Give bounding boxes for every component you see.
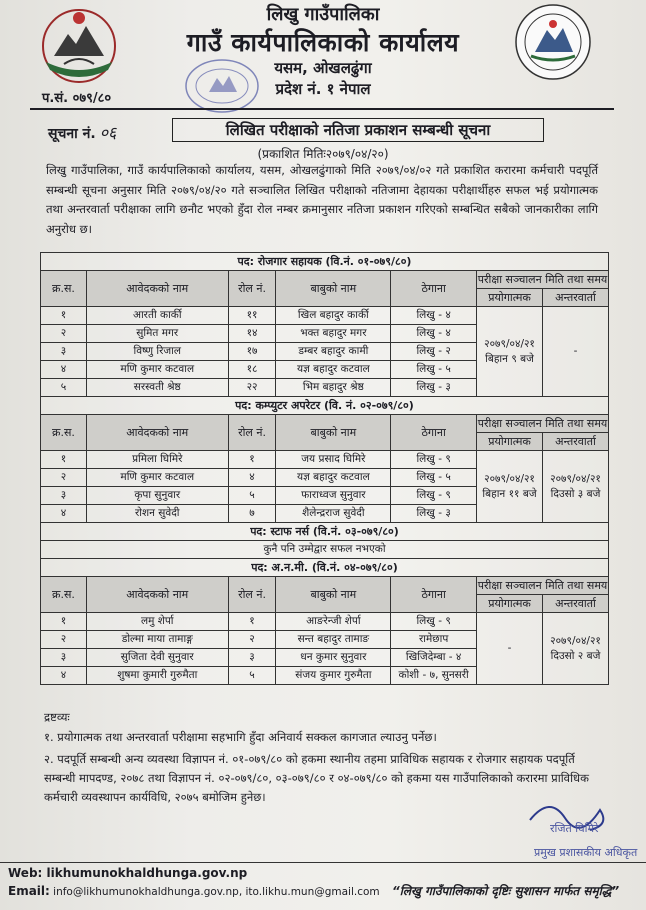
cell-sn: २	[41, 631, 87, 649]
cell-sn: ४	[41, 505, 87, 523]
col-name-header: आवेदकको नाम	[86, 577, 228, 613]
col-roll-header: रोल नं.	[228, 577, 276, 613]
results-table	[40, 252, 609, 685]
post-title: पद: कम्प्युटर अपरेटर (वि. नं. ०२-०७९/८०)	[41, 397, 609, 415]
col-address-header: ठेगाना	[391, 415, 477, 451]
office-name: गाउँ कार्यपालिकाको कार्यालय	[186, 28, 460, 57]
practical-schedule	[477, 613, 543, 685]
cell-name: कृपा सुनुवार	[86, 487, 228, 505]
no-candidate-text: कुनै पनि उम्मेद्वार सफल नभएको	[41, 541, 609, 559]
footer-slogan: “लिखु गाउँपालिकाको दृष्टिः सुशासन मार्फत समृद्धि”	[392, 884, 620, 898]
col-father-header: बाबुको नाम	[276, 415, 391, 451]
header-row	[41, 577, 609, 595]
footer-divider	[0, 862, 646, 863]
col-interview-header: अन्तरवार्ता	[543, 289, 609, 307]
cell-father: संजय कुमार गुरुमैता	[276, 667, 391, 685]
cell-name: सरस्वती श्रेष्ठ	[86, 379, 228, 397]
notice-subject: लिखित परीक्षाको नतिजा प्रकाशन सम्बन्धी सूचना	[172, 118, 544, 142]
signature-title: प्रमुख प्रशासकीय अधिकृत	[534, 846, 638, 859]
note-1: १. प्रयोगात्मक तथा अन्तरवार्ता परीक्षामा सहभागि हुँदा अनिवार्य सक्कल कागजात ल्याउनु पर्नेछ।	[44, 730, 437, 744]
col-roll-header: रोल नं.	[228, 415, 276, 451]
cell-sn: २	[41, 469, 87, 487]
cell-roll: १७	[228, 343, 276, 361]
cell-name: लमु शेर्पा	[86, 613, 228, 631]
col-address-header: ठेगाना	[391, 577, 477, 613]
interview-schedule	[543, 613, 609, 685]
cell-sn: ३	[41, 487, 87, 505]
col-father-header: बाबुको नाम	[276, 271, 391, 307]
col-father-header: बाबुको नाम	[276, 577, 391, 613]
cell-address: खिजिदेम्बा - ४	[391, 649, 477, 667]
cell-roll: १४	[228, 325, 276, 343]
cell-address: लिखु - ४	[391, 325, 477, 343]
col-exam-header: परीक्षा सञ्चालन मिति तथा समय	[477, 577, 609, 595]
signature-name: रजित घिमिरे	[550, 822, 599, 835]
header-row	[41, 415, 609, 433]
cell-father: जय प्रसाद घिमिरे	[276, 451, 391, 469]
cell-name: शुषमा कुमारी गुरुमैता	[86, 667, 228, 685]
header-divider	[30, 108, 614, 110]
interview-schedule	[543, 451, 609, 523]
table-row	[41, 541, 609, 559]
cell-roll: ११	[228, 307, 276, 325]
interview-date: २०७९/०४/२१	[550, 472, 601, 485]
col-interview-header: अन्तरवार्ता	[543, 595, 609, 613]
cell-address: लिखु - ३	[391, 379, 477, 397]
practical-date: २०७९/०४/२१	[484, 337, 535, 350]
cell-roll: ४	[228, 469, 276, 487]
cell-address: लिखु - ३	[391, 505, 477, 523]
municipality-name: लिखु गाउँपालिका	[266, 4, 380, 25]
footer-website[interactable]: Web: likhumunokhaldhunga.gov.np	[8, 866, 248, 880]
post-row	[41, 523, 609, 541]
cell-sn: ३	[41, 649, 87, 667]
practical-time: बिहान ९ बजे	[485, 352, 534, 365]
office-address: यसम, ओखलढुंगा	[274, 59, 372, 77]
col-exam-header: परीक्षा सञ्चालन मिति तथा समय	[477, 415, 609, 433]
cell-name: मणि कुमार कटवाल	[86, 469, 228, 487]
province: प्रदेश नं. १ नेपाल	[275, 80, 371, 98]
table-row	[41, 307, 609, 325]
interview-time: दिउसो २ बजे	[550, 649, 601, 662]
cell-roll: १	[228, 451, 276, 469]
cell-sn: १	[41, 613, 87, 631]
interview-date: २०७९/०४/२१	[550, 634, 601, 647]
post-title: पद: रोजगार सहायक (वि.नं. ०१-०७९/८०)	[41, 253, 609, 271]
signature-stamp	[510, 790, 640, 862]
col-name-header: आवेदकको नाम	[86, 415, 228, 451]
cell-roll: ३	[228, 649, 276, 667]
cell-name: आरती कार्की	[86, 307, 228, 325]
cell-sn: ५	[41, 379, 87, 397]
col-exam-header: परीक्षा सञ्चालन मिति तथा समय	[477, 271, 609, 289]
cell-name: रोशन सुवेदी	[86, 505, 228, 523]
col-practical-header: प्रयोगात्मक	[477, 595, 543, 613]
cell-sn: ४	[41, 667, 87, 685]
cell-address: लिखु - ५	[391, 469, 477, 487]
cell-address: लिखु - ४	[391, 307, 477, 325]
note-2: २. पदपूर्ति सम्बन्धी अन्य व्यवस्था विज्ञापन नं. ०१-०७९/८० को हकमा स्थानीय तहमा प्राविधिक सहायक र रोजगार सहायक पदपूर्ति सम्बन्धी मापदण्ड, २०७८ तथा विज्ञापन नं. ०२-०७९/८०, ०३-०७९/८० र ०४-०७९/८० को हकमा यस गाउँपालिकाको करारमा प्राविधिक कर्मचारी व्यवस्थापन कार्यविधि, २०७५ बमोजिम हुनेछ।	[44, 752, 589, 804]
cell-name: मणि कुमार कटवाल	[86, 361, 228, 379]
cell-roll: १	[228, 613, 276, 631]
header-row	[41, 271, 609, 289]
cell-address: कोशी - ७, सुनसरी	[391, 667, 477, 685]
col-practical-header: प्रयोगात्मक	[477, 289, 543, 307]
cell-father: आङरेन्जी शेर्पा	[276, 613, 391, 631]
col-sn-header: क्र.स.	[41, 271, 87, 307]
cell-name: विष्णु रिजाल	[86, 343, 228, 361]
cell-father: भिम बहादुर श्रेष्ठ	[276, 379, 391, 397]
cell-roll: २	[228, 631, 276, 649]
post-row	[41, 559, 609, 577]
col-sn-header: क्र.स.	[41, 577, 87, 613]
table-row	[41, 451, 609, 469]
email-label: Email:	[8, 884, 50, 898]
cell-sn: ३	[41, 343, 87, 361]
notes-title: द्रष्टव्यः	[44, 710, 70, 724]
interview-time: दिउसो ३ बजे	[550, 487, 601, 500]
practical-schedule	[477, 451, 543, 523]
col-sn-header: क्र.स.	[41, 415, 87, 451]
cell-name: सुजिता देवी सुनुवार	[86, 649, 228, 667]
notice-number	[48, 121, 116, 143]
cell-sn: १	[41, 307, 87, 325]
cell-address: लिखु - ९	[391, 451, 477, 469]
published-date: (प्रकाशित मितिः२०७९/०४/२०)	[257, 147, 389, 161]
cell-roll: ५	[228, 487, 276, 505]
cell-name: डोल्मा माया तामाङ्ग	[86, 631, 228, 649]
post-row	[41, 397, 609, 415]
cell-roll: २२	[228, 379, 276, 397]
col-roll-header: रोल नं.	[228, 271, 276, 307]
cell-father: यज्ञ बहादुर कटवाल	[276, 469, 391, 487]
cell-roll: ७	[228, 505, 276, 523]
cell-address: लिखु - ९	[391, 487, 477, 505]
col-address-header: ठेगाना	[391, 271, 477, 307]
cell-father: शैलेन्द्रराज सुवेदी	[276, 505, 391, 523]
cell-sn: ४	[41, 361, 87, 379]
col-practical-header: प्रयोगात्मक	[477, 433, 543, 451]
post-row	[41, 253, 609, 271]
cell-name: सुमित मगर	[86, 325, 228, 343]
email-addresses[interactable]: info@likhumunokhaldhunga.gov.np, ito.likhu.mun@gmail.com	[49, 886, 380, 898]
cell-father: डम्बर बहादुर कामी	[276, 343, 391, 361]
cell-roll: १८	[228, 361, 276, 379]
col-name-header: आवेदकको नाम	[86, 271, 228, 307]
cell-father: भक्त बहादुर मगर	[276, 325, 391, 343]
table-row	[41, 613, 609, 631]
cell-sn: २	[41, 325, 87, 343]
cell-sn: १	[41, 451, 87, 469]
post-title: पद: अ.न.मी. (वि.नं. ०४-०७९/८०)	[41, 559, 609, 577]
practical-time: -	[507, 642, 512, 654]
footer-email[interactable]	[8, 884, 380, 898]
practical-time: बिहान ११ बजे	[482, 487, 537, 500]
practical-schedule	[477, 307, 543, 397]
cell-name: प्रमिला घिमिरे	[86, 451, 228, 469]
cell-father: फाराध्वज सुनुवार	[276, 487, 391, 505]
col-interview-header: अन्तरवार्ता	[543, 433, 609, 451]
cell-address: लिखु - २	[391, 343, 477, 361]
cell-father: धन कुमार सुनुवार	[276, 649, 391, 667]
reference-number: प.सं. ०७९/८०	[42, 91, 112, 106]
post-title: पद: स्टाफ नर्स (वि.नं. ०३-०७९/८०)	[41, 523, 609, 541]
interview-schedule	[543, 307, 609, 397]
cell-address: रामेछाप	[391, 631, 477, 649]
interview-time: -	[573, 345, 578, 357]
cell-father: खिल बहादुर कार्की	[276, 307, 391, 325]
notice-label: सूचना नं.	[48, 126, 96, 142]
cell-father: यज्ञ बहादुर कटवाल	[276, 361, 391, 379]
practical-date: २०७९/०४/२१	[484, 472, 535, 485]
notice-body: लिखु गाउँपालिका, गाउँ कार्यपालिकाको कार्यालय, यसम, ओखलढुंगाको मिति २०७९/०४/०२ गते प्रकाशित करारमा कर्मचारी पदपूर्ति सम्बन्धी सूचना अनुसार मिति २०७९/०४/२० गते सञ्चालित लिखित परीक्षाको नतिजामा देहायका परीक्षार्थीहरु सफल भई प्रयोगात्मक तथा अन्तरवार्ता परीक्षाका लागि छनौट भएको हुँदा रोल नम्बर क्रमानुसार नतिजा प्रकाशन गरिएको सम्बन्धित सबैको जानकारीका लागि अनुरोध छ।	[46, 163, 598, 236]
cell-address: लिखु - ९	[391, 613, 477, 631]
cell-roll: ५	[228, 667, 276, 685]
cell-father: सन्त बहादुर तामाङ	[276, 631, 391, 649]
cell-address: लिखु - ५	[391, 361, 477, 379]
notice-number-value: ०६	[99, 123, 117, 142]
